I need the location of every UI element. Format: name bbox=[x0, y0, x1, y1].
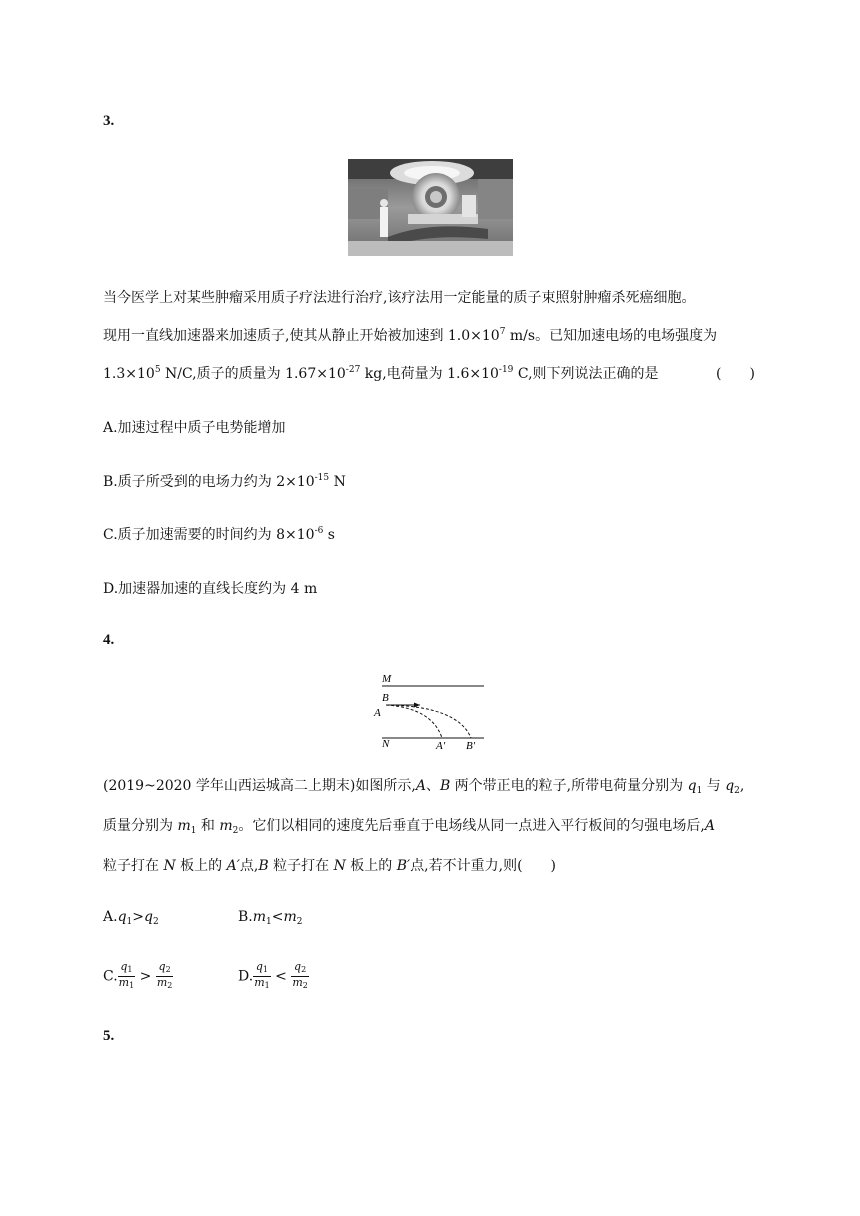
fraction-q1-m1: $\frac{q_1}{m_1}$ bbox=[254, 960, 270, 990]
q4-option-d: D. $\frac{q_1}{m_1}$ < $\frac{q_2}{m_2}$ bbox=[238, 960, 308, 990]
label-m: M bbox=[382, 673, 392, 685]
parallel-plates-diagram bbox=[370, 670, 490, 752]
proton-therapy-photo bbox=[348, 159, 513, 256]
q3-option-c: C.质子加速需要的时间约为 $8\times 10^{-6}$ s bbox=[103, 526, 335, 543]
label-n: N bbox=[382, 738, 390, 750]
q3-option-d: D.加速器加速的直线长度约为 4 m bbox=[103, 581, 318, 597]
label-b-prime: B′ bbox=[466, 740, 476, 752]
q4-stem-line-2: 质量分别为 $m_1$ 和 $m_2$。它们以相同的速度先后垂直于电场线从同一点进入平行板间的匀强电场后,A bbox=[103, 818, 715, 836]
q3-stem-line-1: 当今医学上对某些肿瘤采用质子疗法进行治疗,该疗法用一定能量的质子束照射肿瘤杀死癌细胞。 bbox=[103, 290, 696, 306]
question-4-number: 4. bbox=[103, 632, 115, 648]
q3-option-b: B.质子所受到的电场力约为 $2\times 10^{-15}$ N bbox=[103, 473, 346, 490]
label-a: A bbox=[374, 707, 381, 719]
q3-option-a: A.加速过程中质子电势能增加 bbox=[103, 420, 286, 436]
q3-stem-line-2: 现用一直线加速器来加速质子,使其从静止开始被加速到 $1.0\times 10^7$ m/s。已知加速电场的电场强度为 bbox=[103, 327, 718, 344]
trajectory-a bbox=[386, 705, 442, 738]
trajectory-b bbox=[386, 705, 471, 738]
q4-option-b: $B.m_1<m_2$ bbox=[238, 909, 303, 927]
q3-stem-line-3: $1.3\times 10^5$ N/C,质子的质量为 $1.67\times 10^{-27}$ kg,电荷量为 $1.6\times 10^{-19}$ C,则下列说法正确的是 bbox=[103, 365, 659, 382]
q4-stem-line-3: 粒子打在 N 板上的 A′点,B 粒子打在 N 板上的 B′点,若不计重力,则( ) bbox=[103, 858, 557, 874]
q4-option-a: $A.q_1>q_2$ bbox=[103, 909, 159, 927]
q3-answer-bracket: ( ) bbox=[716, 366, 755, 382]
question-5-number: 5. bbox=[103, 1028, 115, 1044]
fraction-q2-m2: $\frac{q_2}{m_2}$ bbox=[292, 960, 308, 990]
label-b: B bbox=[382, 692, 389, 704]
q4-stem-line-1: (2019~2020 学年山西运城高二上期末)如图所示,A、B 两个带正电的粒子,所带电荷量分别为 $q_1$ 与 $q_2$, bbox=[103, 778, 745, 796]
q4-option-c: C. $\frac{q_1}{m_1}$ > $\frac{q_2}{m_2}$ bbox=[103, 960, 173, 990]
question-3-number: 3. bbox=[103, 113, 115, 129]
label-a-prime: A′ bbox=[436, 740, 446, 752]
fraction-q2-m2: $\frac{q_2}{m_2}$ bbox=[156, 960, 173, 990]
fraction-q1-m1: $\frac{q_1}{m_1}$ bbox=[118, 960, 135, 990]
